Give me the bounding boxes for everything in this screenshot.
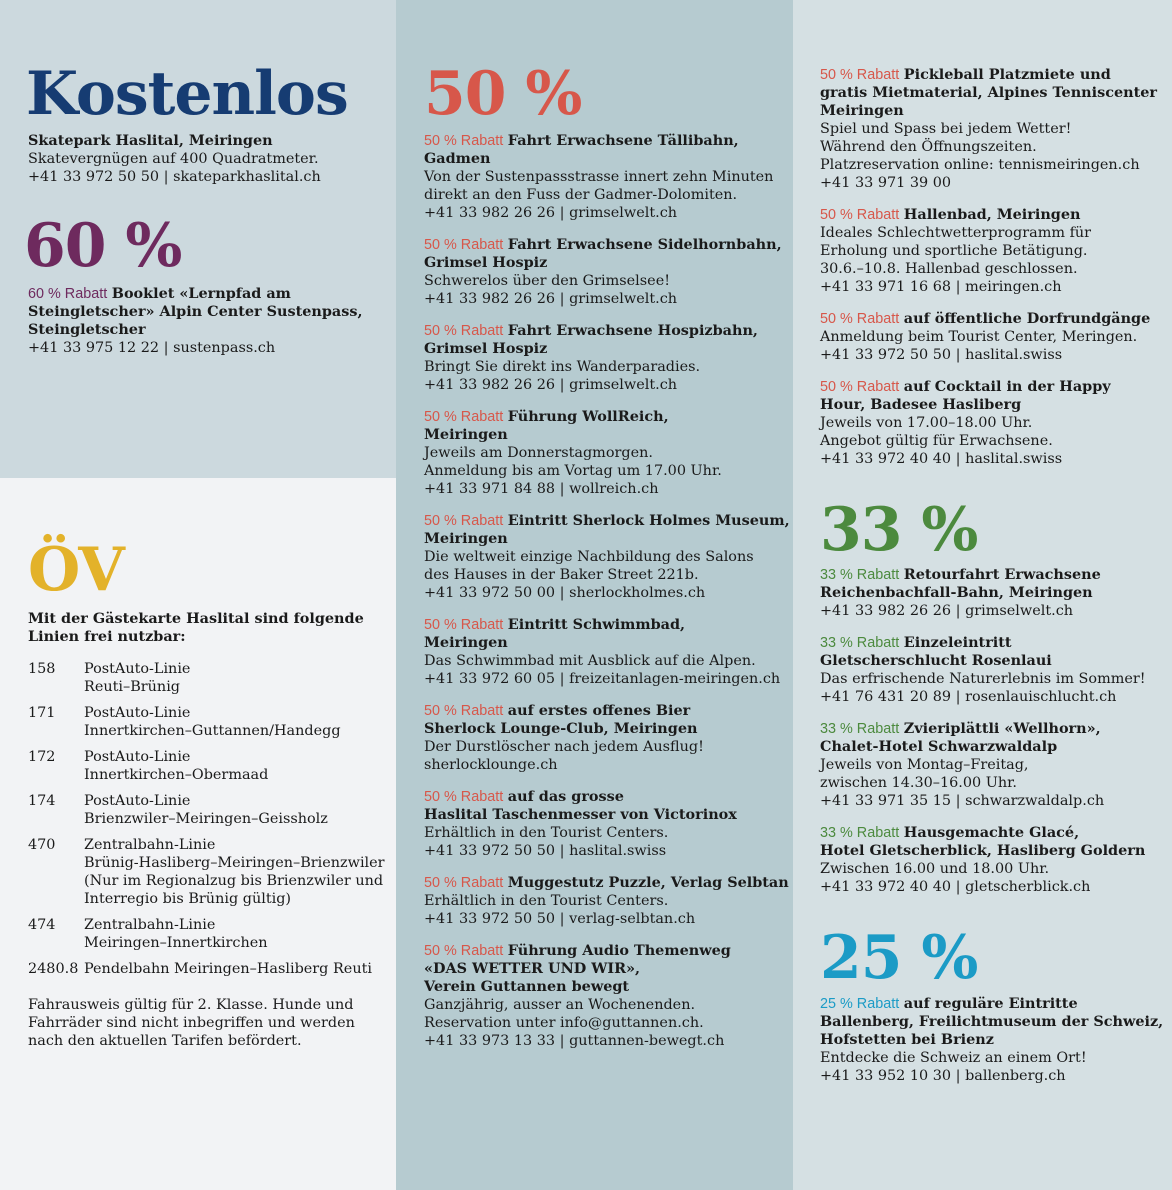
ov-footer-line: nach den aktuellen Tarifen befördert. [28, 1033, 302, 1049]
discount-tag: 60 % Rabatt [28, 286, 108, 302]
entry-first-line [820, 995, 1163, 1013]
ov-line-row [28, 792, 388, 828]
entry-first-line [424, 236, 782, 254]
entry-line: +41 33 972 60 05 | freizeitanlagen-meiringen.ch [424, 671, 781, 687]
ov-line-row [28, 704, 388, 740]
entry-line: direkt an den Fuss der Gadmer-Dolomiten. [424, 187, 738, 203]
entry-title: Meiringen [424, 530, 508, 547]
entry-first-line [424, 942, 731, 960]
entry-title: auf Cocktail in der Happy [903, 378, 1111, 395]
offer-entry [424, 322, 758, 394]
ov-footer-line: Fahrräder sind nicht inbegriffen und werden [28, 1015, 355, 1031]
offer-entry [424, 702, 704, 774]
entry-line: Jeweils am Donnerstagmorgen. [424, 445, 653, 461]
offer-entry [820, 995, 1163, 1085]
entry-line: +41 33 971 84 88 | wollreich.ch [424, 481, 659, 497]
entry-title: gratis Mietmaterial, Alpines Tenniscenter [820, 84, 1157, 101]
entry-first-line [820, 206, 1091, 224]
ov-line-number: 172 [28, 749, 56, 765]
ov-heading: ÖV [28, 535, 124, 605]
entry-title: Hausgemachte Glacé, [903, 824, 1080, 841]
sixty-entry [28, 285, 362, 357]
offer-entry [424, 408, 722, 498]
entry-line: +41 33 982 26 26 | grimselwelt.ch [424, 377, 678, 393]
entry-title: Hofstetten bei Brienz [820, 1031, 994, 1048]
entry-line: +41 33 972 50 00 | sherlockholmes.ch [424, 585, 706, 601]
ov-line-text: Pendelbahn Meiringen–Hasliberg Reuti [84, 961, 372, 977]
offer-entry [424, 942, 731, 1050]
entry-line: +41 33 975 12 22 | sustenpass.ch [28, 340, 276, 356]
entry-title: Reichenbachfall-Bahn, Meiringen [820, 584, 1093, 601]
offer-entry [424, 874, 789, 928]
discount-tag: 33 % Rabatt [820, 567, 900, 583]
ov-line-text: Meiringen–Innertkirchen [84, 935, 268, 951]
fifty-heading: 50 % [424, 59, 582, 129]
ov-line-number: 174 [28, 793, 56, 809]
entry-line: zwischen 14.30–16.00 Uhr. [820, 775, 1018, 791]
entry-line: Anmeldung beim Tourist Center, Meringen. [820, 329, 1138, 345]
discount-tag: 50 % Rabatt [424, 617, 504, 633]
entry-first-line [424, 408, 722, 426]
entry-line: Entdecke die Schweiz an einem Ort! [820, 1050, 1087, 1066]
ov-line-row [28, 836, 388, 908]
discount-tag: 50 % Rabatt [424, 133, 504, 149]
entry-line: +41 33 972 50 50 | verlag-selbtan.ch [424, 911, 696, 927]
ov-line-text: PostAuto-Linie [84, 661, 191, 677]
entry-title: Gletscherschlucht Rosenlaui [820, 652, 1052, 669]
entry-title: Eintritt Schwimmbad, [507, 616, 686, 633]
entry-line: Von der Sustenpassstrasse innert zehn Minuten [424, 169, 774, 185]
offer-entry [820, 66, 1157, 192]
entry-first-line [820, 824, 1145, 842]
entry-title: auf öffentliche Dorfrundgänge [903, 310, 1151, 327]
entry-line: Erhältlich in den Tourist Centers. [424, 825, 669, 841]
entry-title: Meiringen [424, 426, 508, 443]
ov-line-text: PostAuto-Linie [84, 749, 191, 765]
entry-line: +41 33 952 10 30 | ballenberg.ch [820, 1068, 1066, 1084]
ov-line-text: (Nur im Regionalzug bis Brienzwiler und [84, 873, 384, 889]
discount-tag: 50 % Rabatt [820, 311, 900, 327]
sixty-heading: 60 % [24, 211, 182, 281]
ov-line-description [84, 836, 388, 908]
entry-first-line [424, 616, 780, 634]
offer-entry [424, 616, 780, 688]
entry-line: Ideales Schlechtwetterprogramm für [820, 225, 1092, 241]
entry-title: auf das grosse [507, 788, 624, 805]
entry-title: Zvieriplättli «Wellhorn», [903, 720, 1101, 737]
entry-title: Booklet «Lernpfad am [111, 285, 291, 302]
entry-first-line [820, 66, 1157, 84]
offer-entry [820, 824, 1145, 896]
entry-line: +41 76 431 20 89 | rosenlauischlucht.ch [820, 689, 1117, 705]
offer-entry [820, 206, 1091, 296]
entry-line: +41 33 971 35 15 | schwarzwaldalp.ch [820, 793, 1105, 809]
entry-line: +41 33 973 13 33 | guttannen-bewegt.ch [424, 1033, 725, 1049]
ov-line-number: 158 [28, 661, 56, 677]
offer-entry [820, 634, 1146, 706]
entry-line: +41 33 972 50 50 | haslital.swiss [424, 843, 667, 859]
ov-line-text: Interregio bis Brünig gültig) [84, 891, 292, 907]
entry-title: Gadmen [424, 150, 491, 167]
entry-title: Grimsel Hospiz [424, 254, 548, 271]
ov-intro-line: Linien frei nutzbar: [28, 628, 186, 645]
ov-line-row [28, 748, 388, 784]
entry-title: Grimsel Hospiz [424, 340, 548, 357]
entry-line: Spiel und Spass bei jedem Wetter! [820, 121, 1072, 137]
ov-line-list [28, 660, 388, 986]
discount-tag: 50 % Rabatt [424, 703, 504, 719]
entry-line: Die weltweit einzige Nachbildung des Salons [424, 549, 754, 565]
entry-title: Chalet-Hotel Schwarzwaldalp [820, 738, 1058, 755]
entry-line: Anmeldung bis am Vortag um 17.00 Uhr. [424, 463, 722, 479]
entry-line: +41 33 982 26 26 | grimselwelt.ch [424, 291, 678, 307]
kostenlos-entry [28, 132, 321, 186]
entry-title: auf reguläre Eintritte [903, 995, 1078, 1012]
offer-entry [424, 132, 773, 222]
entry-title: Haslital Taschenmesser von Victorinox [424, 806, 737, 823]
entry-title: Steingletscher [28, 321, 146, 338]
discount-tag: 50 % Rabatt [820, 207, 900, 223]
entry-title: Hour, Badesee Hasliberg [820, 396, 1022, 413]
entry-title: Fahrt Erwachsene Sidelhornbahn, [507, 236, 782, 253]
ov-line-number: 474 [28, 917, 56, 933]
entry-line: +41 33 982 26 26 | grimselwelt.ch [820, 603, 1074, 619]
discount-tag: 33 % Rabatt [820, 825, 900, 841]
ov-line-description [84, 748, 388, 784]
entry-line: Jeweils von Montag–Freitag, [820, 757, 1029, 773]
entry-line: +41 33 972 50 50 | haslital.swiss [820, 347, 1063, 363]
ov-line-number: 171 [28, 705, 56, 721]
offer-entry [820, 378, 1111, 468]
ov-line-text: Innertkirchen–Guttannen/Handegg [84, 723, 341, 739]
entry-title: auf erstes offenes Bier [507, 702, 691, 719]
entry-line: Jeweils von 17.00–18.00 Uhr. [820, 415, 1033, 431]
entry-title: Hotel Gletscherblick, Hasliberg Goldern [820, 842, 1146, 859]
entry-line: +41 33 971 16 68 | meiringen.ch [820, 279, 1062, 295]
entry-first-line [424, 322, 758, 340]
ov-line-row [28, 660, 388, 696]
ov-line-text: Brienzwiler–Meiringen–Geissholz [84, 811, 328, 827]
ov-line-description [84, 916, 388, 952]
entry-title: Fahrt Erwachsene Tällibahn, [507, 132, 739, 149]
entry-line: Bringt Sie direkt ins Wanderparadies. [424, 359, 701, 375]
ov-line-text: Reuti–Brünig [84, 679, 181, 695]
entry-line: +41 33 972 40 40 | gletscherblick.ch [820, 879, 1091, 895]
ov-line-row [28, 960, 388, 978]
entry-first-line [820, 566, 1101, 584]
discount-tag: 50 % Rabatt [424, 409, 504, 425]
discount-tag: 25 % Rabatt [820, 996, 900, 1012]
ov-line-text: PostAuto-Linie [84, 705, 191, 721]
entry-title: Hallenbad, Meiringen [903, 206, 1081, 223]
entry-title: Eintritt Sherlock Holmes Museum, [507, 512, 790, 529]
entry-title: Ballenberg, Freilichtmuseum der Schweiz, [820, 1013, 1164, 1030]
entry-first-line [424, 132, 773, 150]
entry-first-line [820, 634, 1146, 652]
entry-first-line [820, 378, 1111, 396]
ov-line-number: 2480.8 [28, 961, 79, 977]
ov-line-text: Zentralbahn-Linie [84, 917, 216, 933]
entry-first-line [424, 702, 704, 720]
entry-line: +41 33 982 26 26 | grimselwelt.ch [424, 205, 678, 221]
discount-tag: 50 % Rabatt [424, 943, 504, 959]
entry-title: Einzeleintritt [903, 634, 1012, 651]
discount-tag: 50 % Rabatt [424, 875, 504, 891]
entry-line: des Hauses in der Baker Street 221b. [424, 567, 699, 583]
discount-tag: 50 % Rabatt [820, 67, 900, 83]
ov-intro [28, 610, 364, 646]
offer-entry [820, 720, 1104, 810]
discount-tag: 50 % Rabatt [424, 789, 504, 805]
entry-line: Skatevergnügen auf 400 Quadratmeter. [28, 151, 319, 167]
ov-line-text: PostAuto-Linie [84, 793, 191, 809]
entry-title: Muggestutz Puzzle, Verlag Selbtan [507, 874, 789, 891]
entry-line: +41 33 971 39 00 [820, 175, 952, 191]
entry-line: +41 33 972 50 50 | skateparkhaslital.ch [28, 169, 321, 185]
ov-line-description [84, 660, 388, 696]
kostenlos-heading: Kostenlos [26, 59, 348, 129]
entry-line: Schwerelos über den Grimselsee! [424, 273, 670, 289]
entry-first-line [424, 512, 790, 530]
ov-footer [28, 996, 355, 1050]
entry-first-line [820, 720, 1104, 738]
entry-title: Führung Audio Themenweg [507, 942, 731, 959]
ov-line-text: Brünig-Hasliberg–Meiringen–Brienzwiler [84, 855, 385, 871]
entry-line: Platzreservation online: tennismeiringen.ch [820, 157, 1140, 173]
discount-tag: 50 % Rabatt [820, 379, 900, 395]
entry-title: Meiringen [424, 634, 508, 651]
entry-line: 30.6.–10.8. Hallenbad geschlossen. [820, 261, 1078, 277]
ov-line-row [28, 916, 388, 952]
entry-title: Meiringen [820, 102, 904, 119]
entry-title: Fahrt Erwachsene Hospizbahn, [507, 322, 758, 339]
entry-title: Steingletscher» Alpin Center Sustenpass, [28, 303, 363, 320]
entry-line: +41 33 972 40 40 | haslital.swiss [820, 451, 1063, 467]
offer-entry [820, 310, 1150, 364]
entry-title: Verein Guttannen bewegt [424, 978, 630, 995]
offer-entry [424, 512, 790, 602]
twentyfive-heading: 25 % [820, 923, 978, 993]
ov-line-text: Innertkirchen–Obermaad [84, 767, 269, 783]
entry-line: Erholung und sportliche Betätigung. [820, 243, 1088, 259]
entry-title: «DAS WETTER UND WIR», [424, 960, 641, 977]
ov-line-description [84, 960, 388, 978]
ov-line-number: 470 [28, 837, 56, 853]
entry-title: Sherlock Lounge-Club, Meiringen [424, 720, 698, 737]
discount-tag: 50 % Rabatt [424, 323, 504, 339]
discount-tag: 50 % Rabatt [424, 237, 504, 253]
entry-title: Skatepark Haslital, Meiringen [28, 132, 273, 149]
offer-entry [424, 236, 782, 308]
ov-footer-line: Fahrausweis gültig für 2. Klasse. Hunde und [28, 997, 354, 1013]
ov-intro-line: Mit der Gästekarte Haslital sind folgende [28, 610, 364, 627]
entry-title: Führung WollReich, [507, 408, 669, 425]
entry-line: Erhältlich in den Tourist Centers. [424, 893, 669, 909]
entry-first-line [424, 788, 737, 806]
entry-line: Zwischen 16.00 und 18.00 Uhr. [820, 861, 1050, 877]
discount-tag: 50 % Rabatt [424, 513, 504, 529]
entry-line: Reservation unter info@guttannen.ch. [424, 1015, 704, 1031]
entry-line: Ganzjährig, ausser an Wochenenden. [424, 997, 696, 1013]
discount-tag: 33 % Rabatt [820, 635, 900, 651]
entry-line: Das Schwimmbad mit Ausblick auf die Alpen. [424, 653, 756, 669]
entry-line: Der Durstlöscher nach jedem Ausflug! [424, 739, 704, 755]
entry-first-line [424, 874, 789, 892]
entry-line: Angebot gültig für Erwachsene. [820, 433, 1053, 449]
thirtythree-heading: 33 % [820, 495, 978, 565]
entry-first-line [820, 310, 1150, 328]
entry-title: Retourfahrt Erwachsene [903, 566, 1101, 583]
offer-entry [424, 788, 737, 860]
entry-line: Während den Öffnungszeiten. [820, 139, 1037, 155]
entry-line: Das erfrischende Naturerlebnis im Sommer! [820, 671, 1146, 687]
ov-line-description [84, 792, 388, 828]
ov-line-description [84, 704, 388, 740]
discount-tag: 33 % Rabatt [820, 721, 900, 737]
entry-title: Pickleball Platzmiete und [903, 66, 1111, 83]
entry-line: sherlocklounge.ch [424, 757, 558, 773]
ov-line-text: Zentralbahn-Linie [84, 837, 216, 853]
offer-entry [820, 566, 1101, 620]
